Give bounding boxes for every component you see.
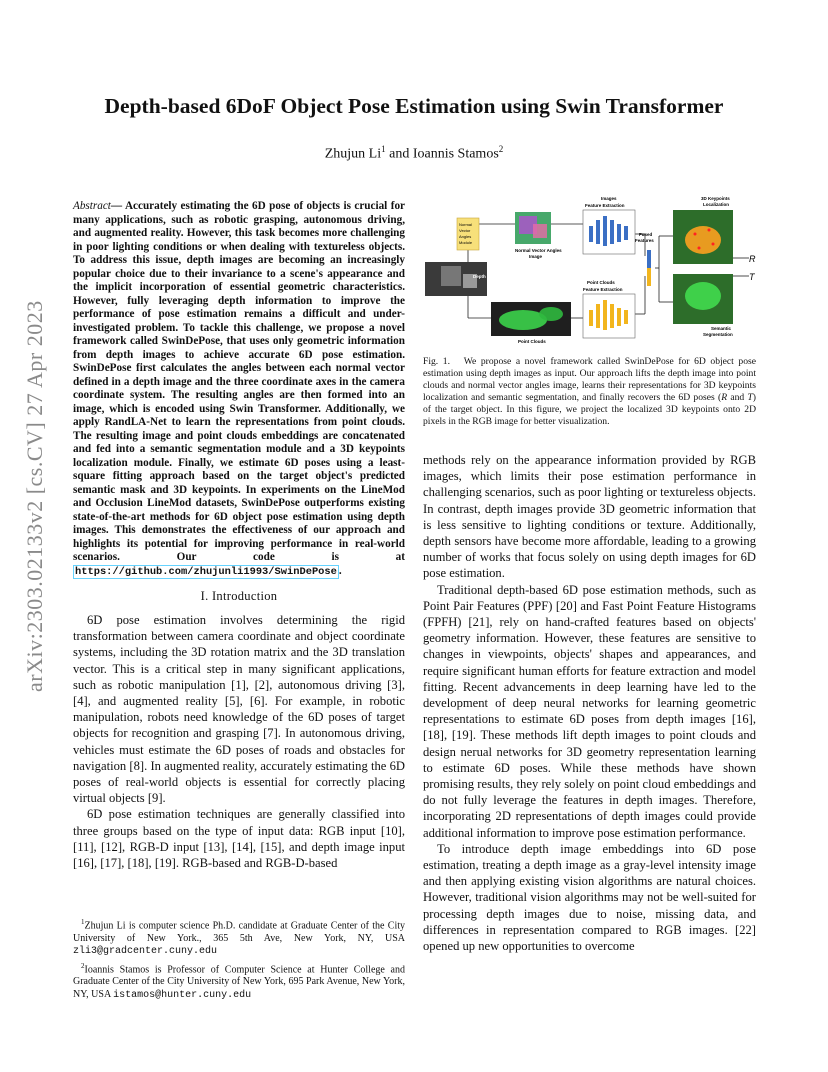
label: Normal Vector Angles bbox=[515, 248, 562, 253]
label: Depth Image bbox=[473, 274, 501, 279]
depth-image-object bbox=[441, 266, 461, 286]
footnote bbox=[73, 960, 405, 1002]
abstract-end: . bbox=[338, 564, 342, 577]
label: 3D Keypoints bbox=[701, 196, 730, 201]
author-line bbox=[0, 144, 828, 163]
author-separator: and bbox=[385, 146, 413, 162]
abstract-dash: — bbox=[110, 200, 125, 212]
label: Module bbox=[459, 240, 473, 245]
arxiv-identifier: arXiv:2303.02133v2 [cs.CV] 27 Apr 2023 bbox=[22, 300, 47, 692]
label: Image bbox=[529, 254, 543, 259]
footnote bbox=[73, 916, 405, 958]
pc-feature-bars bbox=[589, 300, 628, 330]
code-link[interactable]: https://github.com/zhujunli1993/SwinDePose bbox=[75, 565, 337, 578]
footnote-mark: 1 bbox=[81, 918, 85, 926]
email-link[interactable]: zli3@gradcenter.cuny.edu bbox=[73, 945, 218, 957]
caption-text: and bbox=[727, 392, 748, 403]
left-column bbox=[73, 200, 405, 871]
paragraph: 6D pose estimation techniques are generally classified into three groups based on the type of input data: RGB input [10], [11], [12], RGB-D input [13], [14], [15], and depth image input [16], [17], [18], [19]. RGB-based and RGB-D-based bbox=[73, 807, 405, 871]
segmentation-mask bbox=[685, 282, 721, 310]
translation-symbol: T bbox=[749, 272, 755, 282]
paragraph: methods rely on the appearance information provided by RGB images, which limits their pose estimation performance in challenging scenarios, such as poor lighting or textureless objects. In contrast, depth images provide 3D geometric information that is less sensitive to lighting conditions or texture. Additionally, depth sensors have become more affordable, leading to a growing number of works that focus solely on using depth images for 6D pose estimation. bbox=[423, 453, 756, 581]
caption-text: We propose a novel framework called SwinDePose for 6D object pose estimation using depth images as input. Our approach lifts the depth image into point clouds and normal vector angles image, learns their representations for 3D keypoints localization and semantic segmentation, and finally recovers the 6D poses ( bbox=[423, 356, 757, 403]
label: Point Clouds bbox=[518, 339, 546, 344]
email-link[interactable]: istamos@hunter.cuny.edu bbox=[113, 989, 252, 1001]
label: Feature Extraction bbox=[585, 203, 625, 208]
label: Vector bbox=[459, 228, 471, 233]
paragraph: To introduce depth image embeddings into 6D pose estimation, treating a depth image as a gray-level intensity image and then applying existing vision algorithms are natural choices. However, traditional vision algorithms may not be well-suited for processing depth images due to noise, missing data, and differences in representation compared to RGB images. [22] opened up new opportunities to overcome bbox=[423, 841, 756, 954]
label: Normal bbox=[459, 222, 472, 227]
author-name: Zhujun Li bbox=[324, 146, 382, 162]
label: Fused bbox=[639, 232, 653, 237]
images-feature-bars bbox=[589, 216, 628, 246]
label: Point Clouds bbox=[587, 280, 615, 285]
right-body bbox=[423, 452, 756, 954]
footnote-text: Ioannis Stamos is Professor of Computer Science at Hunter College and Graduate Center of the City University of New York, 695 Park Avenue, New York, NY, USA bbox=[73, 964, 405, 1000]
abstract-text: Accurately estimating the 6D pose of objects is crucial for many applications, such as robotic grasping, autonomous driving, and augmented reality. However, this task becomes more challenging in poor lighting conditions or when dealing with textureless objects. To address this issue, depth images are becoming an increasingly popular choice due to their invariance to a scene's appearance and the implicit incorporation of essential geometric characteristics. However, fully leveraging depth information to improve the performance of pose estimation remains a difficult and under-investigated problem. To tackle this challenge, we propose a novel framework called SwinDePose, that uses only geometric information from depth images to achieve accurate 6D pose estimation. SwinDePose first calculates the angles between each normal vector defined in a depth image and the three coordinate axes in the camera coordinate system. The resulting angles are then formed into an image, which is encoded using Swin Transformer. Additionally, we apply RandLA-Net to learn the representations from point clouds. The resulting image and point clouds embeddings are concatenated and fed into a semantic segmentation module and a 3D keypoints localization module. Finally, we estimate 6D poses using a least-square fitting approach based on the target object's predicted semantic mask and 3D keypoints. In experiments on the LineMod and Occlusion LineMod datasets, SwinDePose outperforms existing state-of-the-art methods for 6D object pose estimation using depth images. This demonstrates the effectiveness of our approach and highlights its potential for improving performance in real-world scenarios. Our code is at bbox=[73, 200, 406, 563]
caption-symbol: T bbox=[747, 392, 753, 403]
footnotes bbox=[73, 916, 405, 1004]
point-cloud-object bbox=[539, 307, 563, 321]
footnote-text: Zhujun Li is computer science Ph.D. candidate at Graduate Center of the City University of New York., 365 5th Ave, New York, NY, USA bbox=[73, 920, 405, 944]
paper-title: Depth-based 6DoF Object Pose Estimation using Swin Transformer bbox=[104, 94, 724, 118]
footnote-mark: 2 bbox=[81, 961, 85, 970]
section-heading: I. Introduction bbox=[200, 589, 278, 603]
paragraph: 6D pose estimation involves determining the rigid transformation between camera coordinate and object coordinate systems, including the 3D rotation matrix and the 3D translation vector. This is a critical step in many significant applications, such as robotic manipulation [1], [2], autonomous driving [3], [4], and augmented reality [5], [6]. For example, in robotic manipulation, robots need knowledge of the 6D poses of target objects for recognition and grasping [7]. In autonomous driving, vehicles must estimate the 6D poses of roads and obstacles for navigation [8]. In augmented reality, accurately estimating the 6D poses of real-world objects is essential for correctly placing virtual objects [9]. bbox=[73, 613, 405, 806]
caption-label: Fig. 1. bbox=[423, 356, 450, 367]
fused-bar-image bbox=[647, 250, 651, 268]
figure-1 bbox=[423, 196, 756, 346]
label: Images bbox=[601, 196, 617, 201]
label: Segmentation bbox=[703, 332, 733, 337]
right-column bbox=[423, 196, 756, 954]
author-name: Ioannis Stamos bbox=[412, 146, 499, 162]
label: Angles bbox=[459, 234, 472, 239]
label: Localization bbox=[703, 202, 730, 207]
caption-text: ) of the target object. In this figure, we project the localized 3D keypoints onto 2D pixels in the RGB image for better visualization. bbox=[423, 392, 756, 427]
pipeline-diagram bbox=[423, 196, 756, 346]
label: Feature Extraction bbox=[583, 287, 623, 292]
paragraph: Traditional depth-based 6D pose estimation methods, such as Point Pair Features (PPF) [20] and Fast Point Feature Histograms (FPFH) [21], rely on hand-crafted features based on objects' geometry information. However, these features are sensitive to changes in viewpoints, objects' shapes and appearances, and require significant human efforts for feature extraction and model fitting. Recent advancements in deep learning have led to the development of deep neural networks for learning geometric representations to estimate 6D poses from depth images [16], [18], [19]. These methods lift depth images to point clouds and design nerual networks for 3D geometry representation learning to estimate 6D poses. While these methods have shown promising results, they rely solely on point cloud embeddings and do not fully leverage the features in depth images. Therefore, incorporating 2D representations of depth images could provide additional information to improve pose estimation performance. bbox=[423, 582, 756, 840]
affiliation-mark: 1 bbox=[381, 144, 386, 154]
normal-angles-image-patch bbox=[533, 224, 547, 238]
figure-caption bbox=[423, 356, 756, 428]
label: Features bbox=[635, 238, 654, 243]
affiliation-mark: 2 bbox=[498, 144, 504, 154]
keypoints-object bbox=[685, 226, 721, 254]
abstract-label: Abstract bbox=[73, 200, 111, 212]
rotation-symbol: R bbox=[749, 254, 756, 264]
abstract bbox=[73, 200, 405, 579]
label: Semantic bbox=[711, 326, 732, 331]
caption-symbol: R bbox=[721, 392, 728, 403]
fused-bar-pc bbox=[647, 268, 651, 286]
